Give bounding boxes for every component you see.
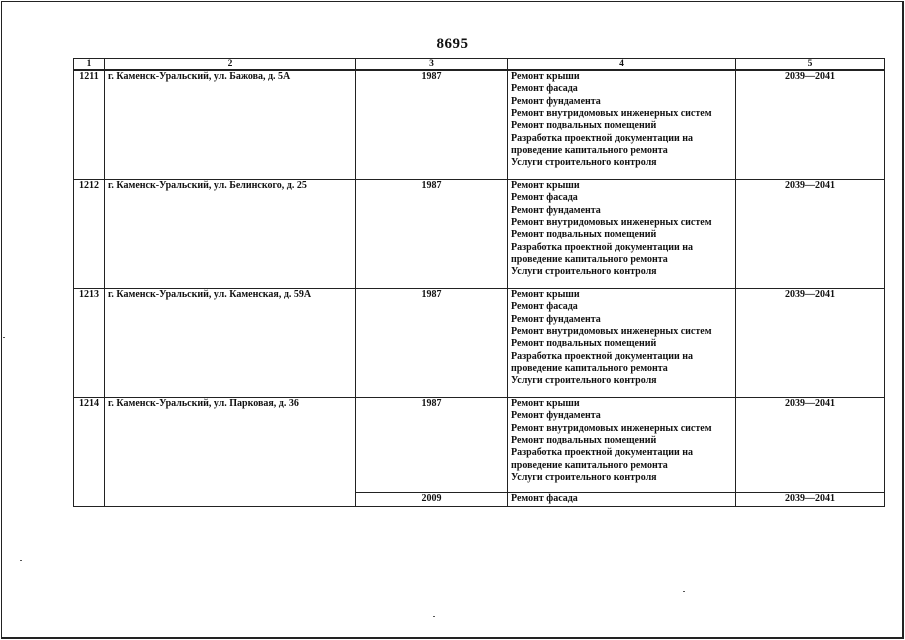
work-item: Ремонт крыши	[511, 180, 580, 191]
work-item: Ремонт внутридомовых инженерных систем	[511, 422, 712, 434]
table-header-row	[74, 59, 885, 71]
scan-speck	[3, 337, 5, 338]
work-item: Ремонт внутридомовых инженерных систем	[511, 217, 712, 229]
repair-schedule-table	[73, 58, 885, 507]
works-list	[508, 70, 736, 180]
page-number: 8695	[436, 36, 469, 52]
repair-period: 2039—2041	[736, 398, 885, 493]
building-address: г. Каменск-Уральский, ул. Белинского, д. 25	[105, 180, 356, 289]
work-item: Услуги строительного контроля	[511, 157, 657, 169]
repair-period: 2039—2041	[736, 493, 885, 507]
work-item: Услуги строительного контроля	[511, 266, 657, 278]
work-item: Ремонт фасада	[511, 83, 578, 95]
row-number: 1211	[74, 70, 105, 180]
work-item: Ремонт фундамента	[511, 313, 601, 325]
work-item: Ремонт подвальных помещений	[511, 229, 657, 241]
work-item: Разработка проектной документации на проведение капитального ремонта	[511, 447, 694, 471]
scan-speck	[683, 591, 685, 592]
work-item: Услуги строительного контроля	[511, 375, 657, 387]
work-item: Разработка проектной документации на проведение капитального ремонта	[511, 350, 694, 375]
work-item: Разработка проектной документации на проведение капитального ремонта	[511, 132, 694, 157]
work-item: Ремонт подвальных помещений	[511, 120, 657, 132]
column-header: 4	[508, 59, 736, 71]
table-row	[74, 180, 885, 289]
year-built: 1987	[356, 289, 508, 398]
work-item: Ремонт крыши	[511, 71, 580, 82]
row-number: 1212	[74, 180, 105, 289]
work-item: Ремонт крыши	[511, 289, 580, 300]
repair-period: 2039—2041	[736, 70, 885, 180]
work-item: Ремонт фасада	[511, 192, 578, 204]
year-built: 1987	[356, 70, 508, 180]
work-item: Ремонт крыши	[511, 398, 580, 409]
work-item: Услуги строительного контроля	[511, 472, 657, 484]
work-item: Ремонт подвальных помещений	[511, 338, 657, 350]
building-address: г. Каменск-Уральский, ул. Парковая, д. 36	[105, 398, 356, 507]
work-item: Ремонт фундамента	[511, 204, 601, 216]
work-item: Разработка проектной документации на проведение капитального ремонта	[511, 241, 694, 266]
scan-speck	[20, 560, 22, 561]
repair-period: 2039—2041	[736, 180, 885, 289]
work-item: Ремонт внутридомовых инженерных систем	[511, 326, 712, 338]
column-header: 1	[74, 59, 105, 71]
column-header: 5	[736, 59, 885, 71]
work-item: Ремонт подвальных помещений	[511, 435, 657, 447]
works-list	[508, 289, 736, 398]
work-item: Ремонт фасада	[511, 493, 578, 505]
work-item: Ремонт внутридомовых инженерных систем	[511, 108, 712, 120]
works-list	[508, 398, 736, 493]
year-built: 1987	[356, 180, 508, 289]
building-address: г. Каменск-Уральский, ул. Каменская, д. 59А	[105, 289, 356, 398]
work-item: Ремонт фундамента	[511, 410, 601, 422]
year-built: 1987	[356, 398, 508, 493]
building-address: г. Каменск-Уральский, ул. Бажова, д. 5А	[105, 70, 356, 180]
table-row	[74, 289, 885, 398]
table-row	[74, 398, 885, 493]
repair-period: 2039—2041	[736, 289, 885, 398]
work-item: Ремонт фасада	[511, 301, 578, 313]
row-number: 1214	[74, 398, 105, 507]
table-row	[74, 70, 885, 180]
work-item: Ремонт фундамента	[511, 95, 601, 107]
scan-speck	[433, 616, 435, 617]
row-number: 1213	[74, 289, 105, 398]
column-header: 2	[105, 59, 356, 71]
column-header: 3	[356, 59, 508, 71]
works-list	[508, 493, 736, 507]
year-built: 2009	[356, 493, 508, 507]
works-list	[508, 180, 736, 289]
